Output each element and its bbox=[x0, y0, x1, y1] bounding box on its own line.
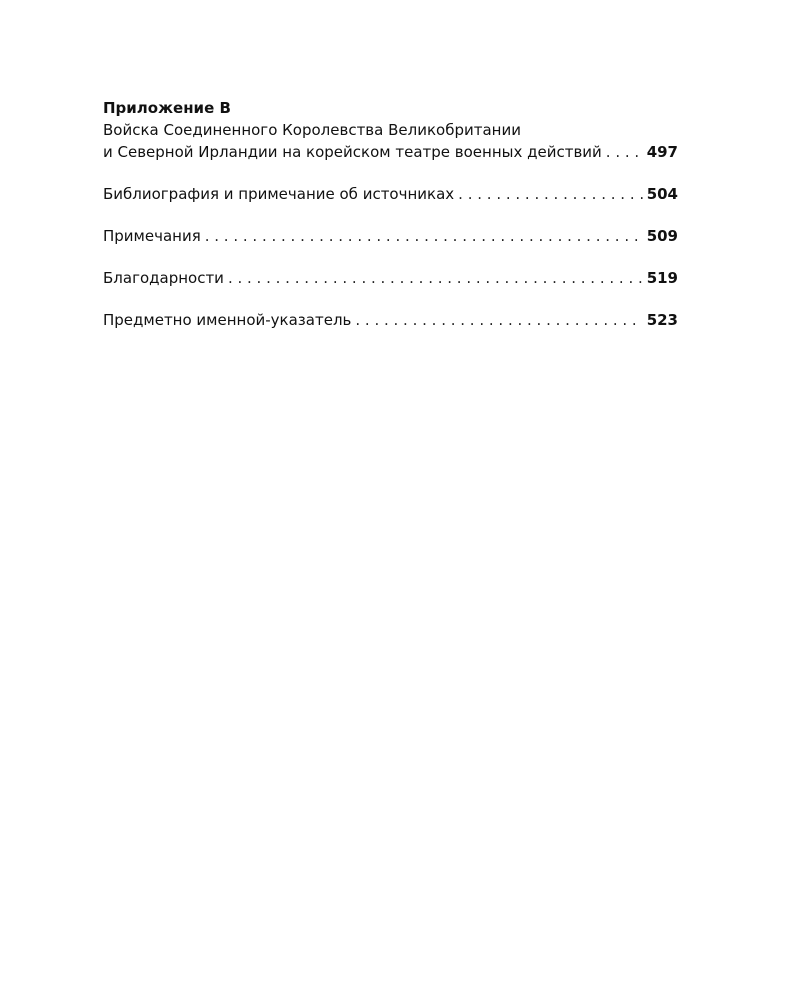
toc-entry-acknowledgements[interactable] bbox=[103, 267, 678, 289]
toc-entry-label: Благодарности bbox=[103, 267, 228, 289]
dot-leader bbox=[458, 183, 643, 205]
toc-entry-index[interactable] bbox=[103, 309, 678, 331]
toc-entry-label: Примечания bbox=[103, 225, 205, 247]
appendix-title-line-1: Войска Соединенного Королевства Великобритании bbox=[103, 121, 521, 139]
page-number: 509 bbox=[646, 227, 678, 245]
dot-leader bbox=[355, 309, 642, 331]
appendix-title-line-2-text: и Северной Ирландии на корейском театре военных действий bbox=[103, 141, 606, 163]
page-number: 519 bbox=[646, 269, 678, 287]
toc-entry-notes[interactable] bbox=[103, 225, 678, 247]
dot-leader bbox=[228, 267, 643, 289]
dot-leader bbox=[205, 225, 643, 247]
page-number: 523 bbox=[646, 311, 678, 329]
page-number: 497 bbox=[646, 143, 678, 161]
toc-entry-label: Предметно именной-указатель bbox=[103, 309, 355, 331]
appendix-title-line-2 bbox=[103, 141, 678, 163]
dot-leader bbox=[606, 141, 643, 163]
toc-entry-bibliography[interactable] bbox=[103, 183, 678, 205]
table-of-contents bbox=[103, 97, 678, 331]
toc-entry-appendix[interactable] bbox=[103, 97, 678, 163]
appendix-heading: Приложение В bbox=[103, 99, 231, 117]
page-number: 504 bbox=[646, 185, 678, 203]
toc-entry-label: Библиография и примечание об источниках bbox=[103, 183, 458, 205]
